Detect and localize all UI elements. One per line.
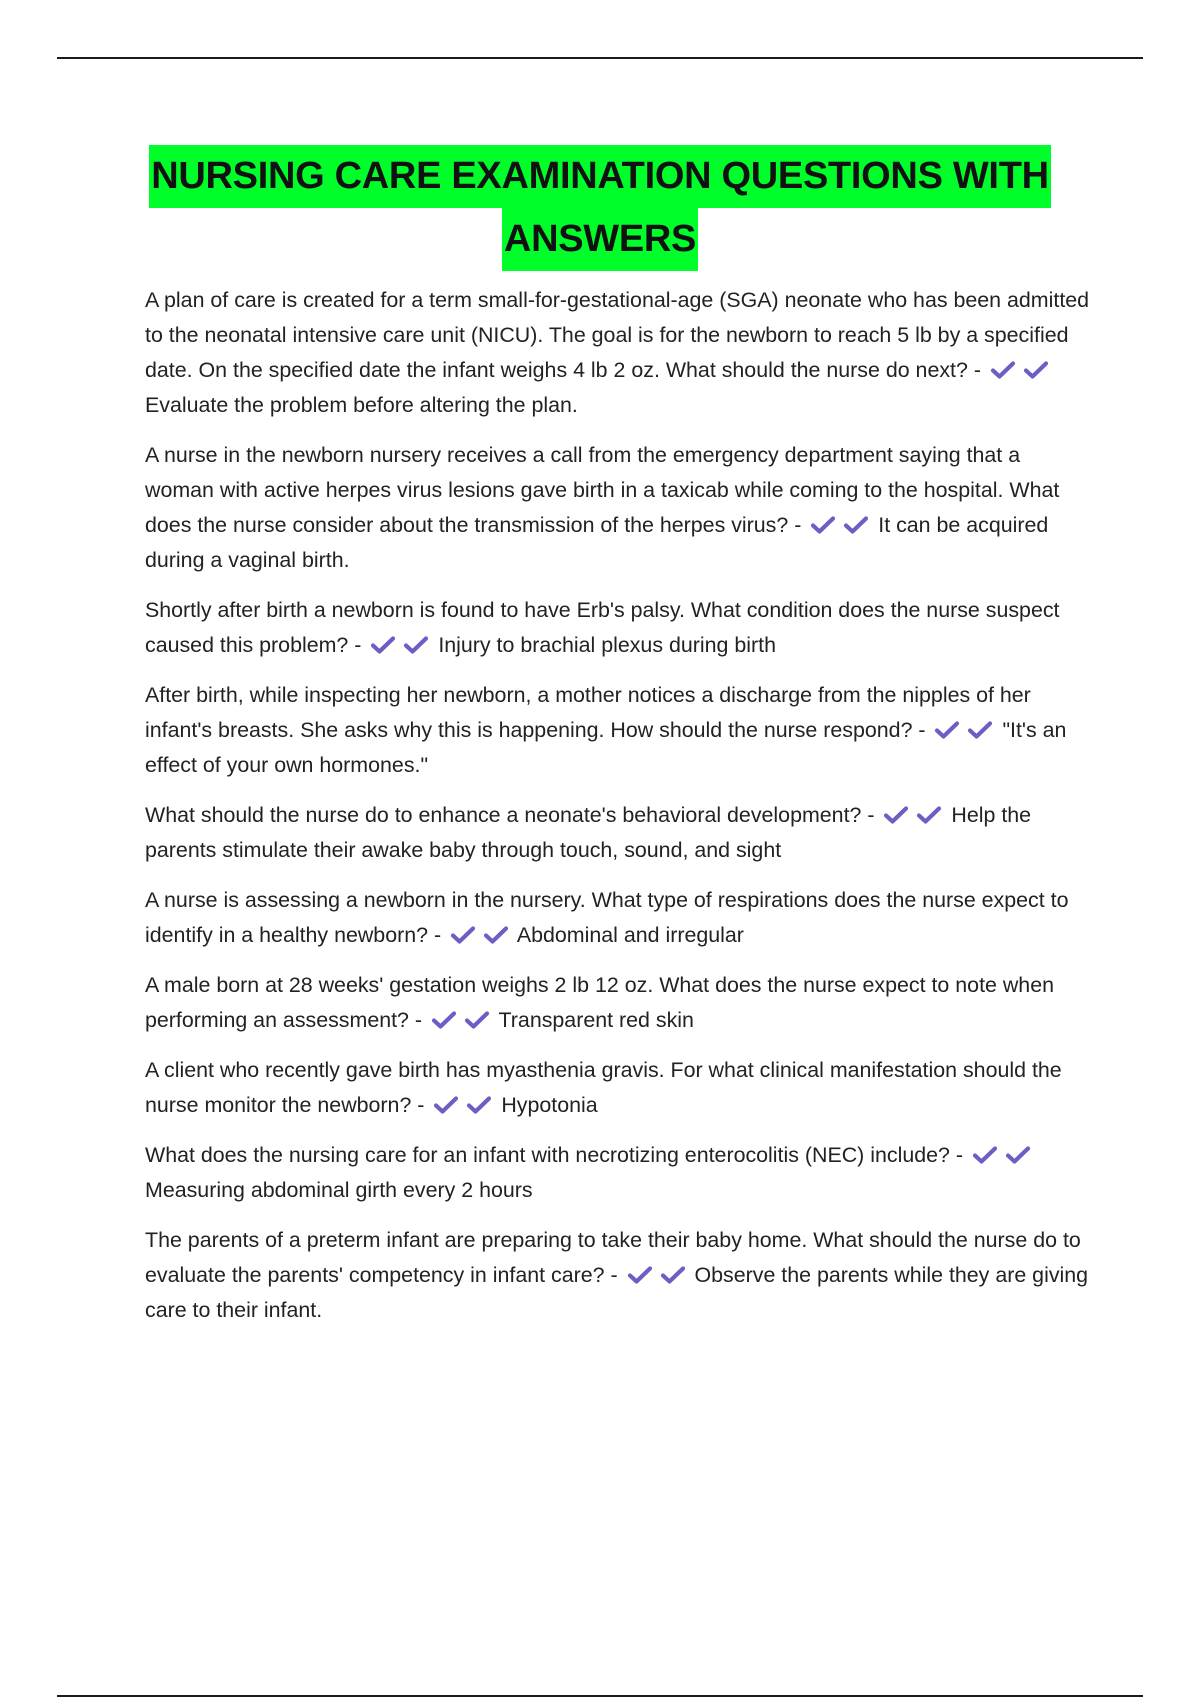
check-icon (810, 515, 836, 535)
qa-list (145, 283, 1093, 1343)
qa-item (145, 1138, 1093, 1208)
question-text: Shortly after birth a newborn is found to have Erb's palsy. What condition does the nurse suspect caused this problem? - (145, 598, 1060, 657)
check-icon (990, 360, 1016, 380)
qa-item (145, 968, 1093, 1038)
check-icon (466, 1095, 492, 1115)
qa-item (145, 1053, 1093, 1123)
check-icon (431, 1010, 457, 1030)
answer-text: Abdominal and irregular (516, 923, 744, 947)
check-icon (627, 1265, 653, 1285)
check-icon (916, 805, 942, 825)
check-icon (483, 925, 509, 945)
check-icon (967, 720, 993, 740)
check-icon (883, 805, 909, 825)
question-text: What should the nurse do to enhance a neonate's behavioral development? - (145, 803, 875, 827)
question-text: A male born at 28 weeks' gestation weighs 2 lb 12 oz. What does the nurse expect to note when performing an assessment? - (145, 973, 1054, 1032)
check-icon (450, 925, 476, 945)
title-line-1: NURSING CARE EXAMINATION QUESTIONS WITH (149, 145, 1051, 208)
check-icon (433, 1095, 459, 1115)
answer-text: Evaluate the problem before altering the plan. (145, 393, 578, 417)
answer-text: "It's an effect of your own hormones." (145, 718, 1067, 777)
check-icon (972, 1145, 998, 1165)
answer-text: Observe the parents while they are giving care to their infant. (145, 1263, 1089, 1322)
answer-text: Transparent red skin (498, 1008, 694, 1032)
answer-text: Help the parents stimulate their awake baby through touch, sound, and sight (145, 803, 1032, 862)
question-text: What does the nursing care for an infant with necrotizing enterocolitis (NEC) include? - (145, 1143, 963, 1167)
question-text: After birth, while inspecting her newborn, a mother notices a discharge from the nipples of her infant's breasts. She asks why this is happening. How should the nurse respond? - (145, 683, 1031, 742)
check-icon (403, 635, 429, 655)
answer-text: Measuring abdominal girth every 2 hours (145, 1178, 533, 1202)
qa-item (145, 883, 1093, 953)
question-text: A plan of care is created for a term small-for-gestational-age (SGA) neonate who has been admitted to the neonatal intensive care unit (NICU). The goal is for the newborn to reach 5 lb by a specified date. On the specified date the infant weighs 4 lb 2 oz. What should the nurse do next? - (145, 288, 1090, 382)
check-icon (370, 635, 396, 655)
check-icon (843, 515, 869, 535)
check-icon (934, 720, 960, 740)
check-icon (464, 1010, 490, 1030)
top-rule (57, 57, 1143, 59)
qa-item (145, 1223, 1093, 1328)
check-icon (660, 1265, 686, 1285)
answer-text: Hypotonia (501, 1093, 598, 1117)
qa-item (145, 283, 1093, 423)
title-line-2: ANSWERS (502, 208, 698, 271)
check-icon (1005, 1145, 1031, 1165)
check-icon (1023, 360, 1049, 380)
qa-item (145, 593, 1093, 663)
answer-text: Injury to brachial plexus during birth (438, 633, 776, 657)
qa-item (145, 798, 1093, 868)
page-title (60, 145, 1140, 271)
question-text: A nurse in the newborn nursery receives a call from the emergency department saying that a woman with active herpes virus lesions gave birth in a taxicab while coming to the hospital. What does the nurse consider about the transmission of the herpes virus? - (145, 443, 1060, 537)
question-text: A client who recently gave birth has myasthenia gravis. For what clinical manifestation should the nurse monitor the newborn? - (145, 1058, 1062, 1117)
qa-item (145, 678, 1093, 783)
question-text: A nurse is assessing a newborn in the nursery. What type of respirations does the nurse expect to identify in a healthy newborn? - (145, 888, 1069, 947)
bottom-rule (57, 1695, 1143, 1697)
question-text: The parents of a preterm infant are preparing to take their baby home. What should the nurse do to evaluate the parents' competency in infant care? - (145, 1228, 1081, 1287)
qa-item (145, 438, 1093, 578)
answer-text: It can be acquired during a vaginal birth. (145, 513, 1049, 572)
